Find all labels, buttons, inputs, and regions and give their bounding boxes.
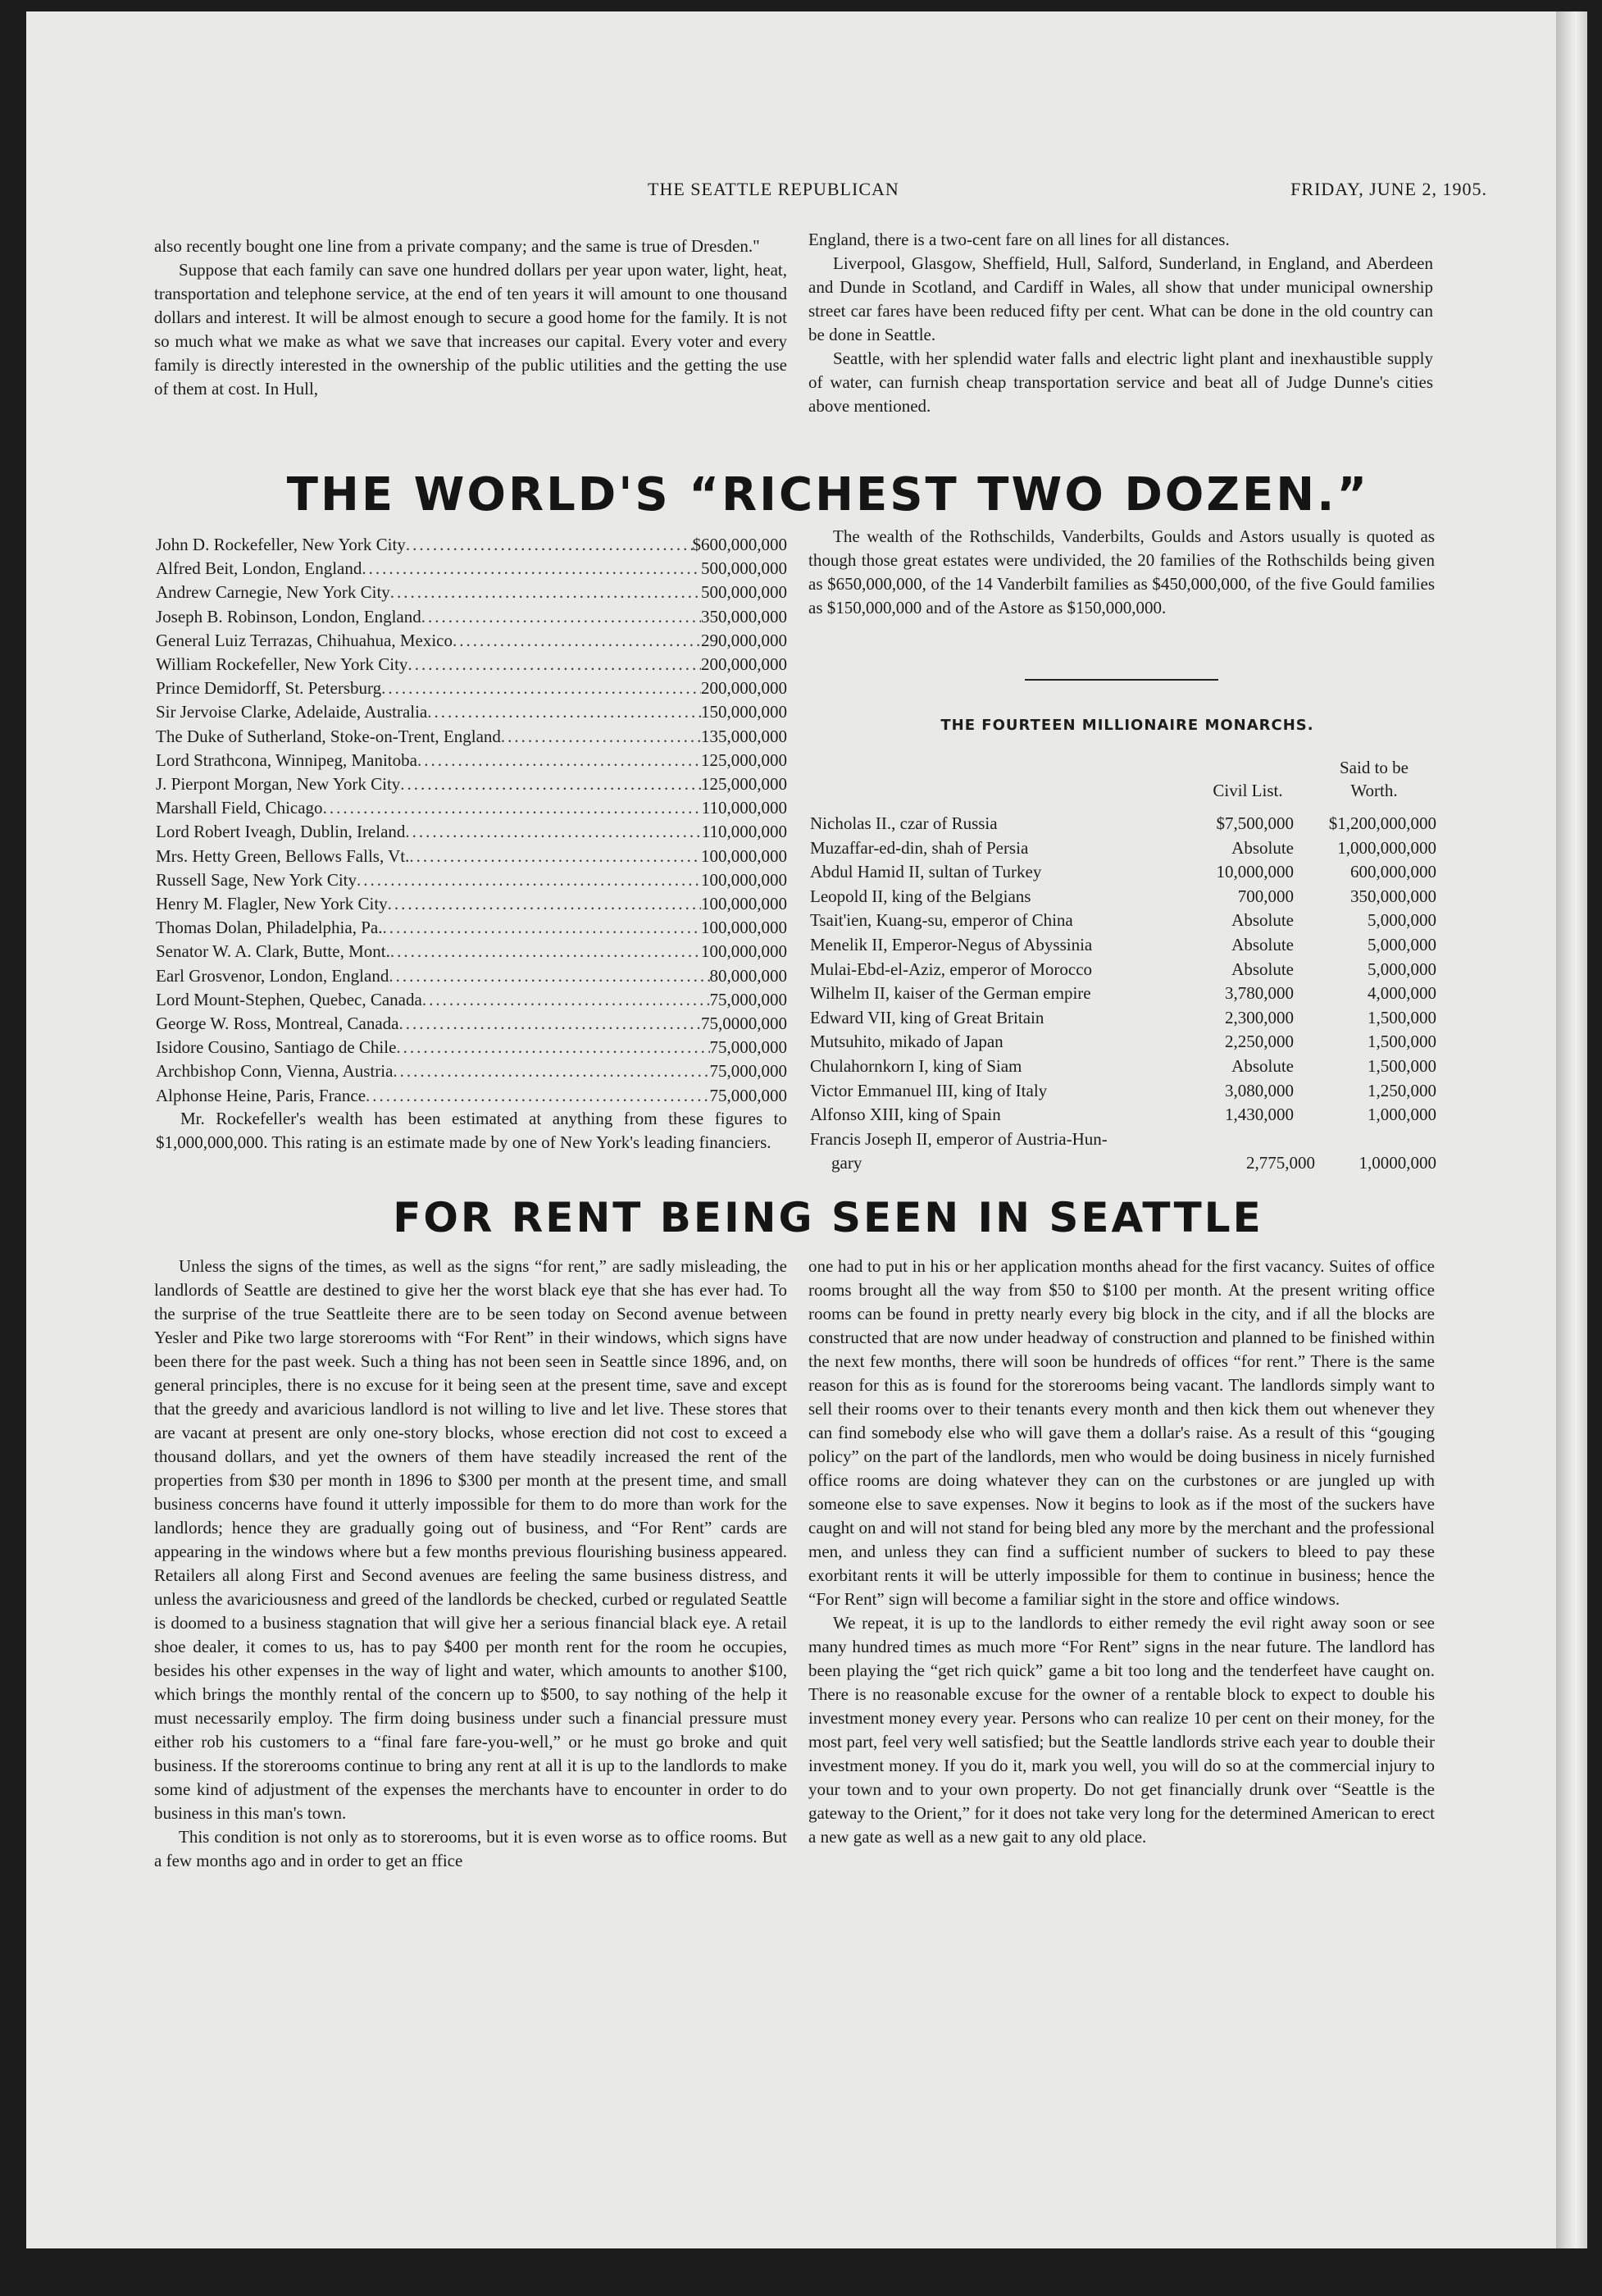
richest-list-row <box>156 868 787 892</box>
fortune-amount: 200,000,000 <box>701 654 787 675</box>
richest-list-row <box>156 820 787 844</box>
leader-dots <box>400 772 701 796</box>
civil-list-value: 700,000 <box>1237 886 1294 906</box>
leader-dots <box>453 629 701 653</box>
monarch-name: Mulai-Ebd-el-Aziz, emperor of Morocco <box>810 959 1093 979</box>
fortune-amount: 110,000,000 <box>701 822 787 842</box>
monarch-row <box>810 982 1436 1006</box>
paragraph: Liverpool, Glasgow, Sheffield, Hull, Salford, Sunderland, in England, and Aberdeen and Dunde in Scotland, and Cardiff in Wales, all show that under municipal ownership street car fares have been reduced fifty per cent. What can be done in the old country can be done in Seattle. <box>808 253 1433 344</box>
civil-list-value: 2,775,000 <box>1246 1153 1315 1173</box>
fortune-amount: 100,000,000 <box>701 894 787 914</box>
rent-right-column <box>808 1255 1435 1849</box>
fortune-amount: 100,000,000 <box>701 869 787 890</box>
richest-list-row <box>156 1012 787 1036</box>
civil-list-value: 2,250,000 <box>1225 1032 1294 1052</box>
person-name: Senator W. A. Clark, Butte, Mont. <box>156 941 390 962</box>
person-name: Marshall Field, Chicago <box>156 798 323 818</box>
next-page-edge <box>1556 11 1587 2248</box>
paragraph: This condition is not only as to storerooms, but it is even worse as to office rooms. But a few months ago and in order to get an ffice <box>154 1827 787 1870</box>
worth-value: 4,000,000 <box>1368 983 1436 1004</box>
fortune-amount: 100,000,000 <box>701 845 787 866</box>
leader-dots <box>388 892 701 916</box>
paragraph: Seattle, with her splendid water falls and electric light plant and inexhaustible supply of water, can furnish cheap transportation service and beat all of Judge Dunne's cities above mentioned. <box>808 348 1433 416</box>
monarch-name: Edward VII, king of Great Britain <box>810 1007 1044 1027</box>
monarch-row <box>810 1079 1436 1104</box>
person-name: Andrew Carnegie, New York City <box>156 582 390 603</box>
fortune-amount: 200,000,000 <box>701 678 787 699</box>
monarch-row <box>810 909 1436 933</box>
richest-list-row <box>156 940 787 963</box>
richest-list-row <box>156 605 787 629</box>
richest-list-row <box>156 892 787 916</box>
monarch-row <box>810 1103 1436 1128</box>
monarch-name-continued: gary <box>831 1153 862 1173</box>
fortune-amount: 500,000,000 <box>701 582 787 603</box>
monarch-name: Tsait'ien, Kuang-su, emperor of China <box>810 910 1073 931</box>
monarch-row <box>810 1128 1436 1152</box>
paragraph: Suppose that each family can save one hundred dollars per year upon water, light, heat, transportation and telephone service, at the end of ten years it will amount to one thousand dollars and interest. It will be almost enough to secure a good home for the family. It is not so much what we make as what we save that increases our capital. Every voter and every family is directly interested in the ownership of the public utilities and the getting the use of them at cost. In Hull, <box>154 260 787 399</box>
page-header <box>648 179 1487 208</box>
civil-list-value: 2,300,000 <box>1225 1007 1294 1027</box>
paragraph: England, there is a two-cent fare on all lines for all distances. <box>808 230 1230 249</box>
monarch-name: Nicholas II., czar of Russia <box>810 813 998 833</box>
rothschild-text <box>808 525 1435 620</box>
richest-list-row <box>156 676 787 700</box>
headline-richest: THE WORLD'S “RICHEST TWO DOZEN.” <box>286 468 1370 522</box>
issue-date: FRIDAY, JUNE 2, 1905. <box>1290 179 1487 199</box>
fortune-amount: 75,0000,000 <box>701 1014 787 1034</box>
person-name: Lord Mount-Stephen, Quebec, Canada <box>156 989 422 1009</box>
leader-dots <box>390 581 701 604</box>
person-name: Earl Grosvenor, London, England <box>156 965 389 986</box>
monarch-row <box>810 812 1436 836</box>
person-name: Archbishop Conn, Vienna, Austria <box>156 1061 394 1082</box>
monarchs-title: THE FOURTEEN MILLIONAIRE MONARCHS. <box>940 717 1314 734</box>
top-article-right <box>808 228 1433 418</box>
leader-dots <box>409 845 701 868</box>
worth-value: 1,000,000 <box>1368 1105 1436 1125</box>
monarch-row <box>810 1006 1436 1031</box>
civil-list-value: Absolute <box>1231 959 1294 979</box>
newspaper-name: THE SEATTLE REPUBLICAN <box>648 179 899 199</box>
monarch-row <box>810 1055 1436 1079</box>
leader-dots <box>382 916 701 940</box>
monarch-name: Leopold II, king of the Belgians <box>810 886 1031 906</box>
richest-list-row <box>156 1084 787 1108</box>
richest-list-row <box>156 653 787 676</box>
fortune-amount: 290,000,000 <box>701 630 787 650</box>
leader-dots <box>417 749 701 772</box>
person-name: The Duke of Sutherland, Stoke-on-Trent, England <box>156 726 501 746</box>
person-name: General Luiz Terrazas, Chihuahua, Mexico <box>156 630 453 650</box>
worth-value: 1,500,000 <box>1368 1007 1436 1027</box>
top-article-left <box>154 235 787 401</box>
civil-list-value: 3,780,000 <box>1225 983 1294 1004</box>
monarch-name: Chulahornkorn I, king of Siam <box>810 1055 1022 1076</box>
rockefeller-note <box>156 1107 787 1155</box>
civil-list-value: Absolute <box>1231 837 1294 858</box>
monarch-name: Alfonso XIII, king of Spain <box>810 1105 1001 1125</box>
fortune-amount: 75,000,000 <box>709 1061 787 1082</box>
fortune-amount: $600,000,000 <box>692 535 787 554</box>
richest-list-row <box>156 772 787 796</box>
richest-list-row <box>156 916 787 940</box>
person-name: Sir Jervoise Clarke, Adelaide, Australia <box>156 702 428 722</box>
person-name: Russell Sage, New York City <box>156 869 357 890</box>
worth-value: 1,0000,000 <box>1359 1153 1436 1173</box>
monarch-row <box>810 860 1436 885</box>
fortune-amount: 150,000,000 <box>701 702 787 722</box>
monarch-name: Abdul Hamid II, sultan of Turkey <box>810 862 1042 882</box>
person-name: Alfred Beit, London, England <box>156 558 362 579</box>
worth-value: $1,200,000,000 <box>1328 813 1436 833</box>
monarch-name: Muzaffar-ed-din, shah of Persia <box>810 837 1029 858</box>
monarch-name: Victor Emmanuel III, king of Italy <box>810 1080 1048 1100</box>
monarch-row <box>810 885 1436 909</box>
paragraph: also recently bought one line from a private company; and the same is true of Dresden." <box>154 236 760 256</box>
worth-value: 1,250,000 <box>1368 1080 1436 1100</box>
fortune-amount: 75,000,000 <box>709 989 787 1009</box>
leader-dots <box>396 1036 709 1059</box>
worth-value: 350,000,000 <box>1350 886 1436 906</box>
leader-dots <box>501 725 701 749</box>
leader-dots <box>393 1059 709 1083</box>
leader-dots <box>427 700 701 724</box>
fortune-amount: 135,000,000 <box>701 726 787 746</box>
paragraph: one had to put in his or her application months ahead for the first vacancy. Suites of office rooms brought all the way from $50 to $100 per month. At the present writing office rooms can be found in pretty nearly every big block in the city, and if all the blocks are constructed that are now under headway of construction and planned to be finished within the next few months, there will soon be hundreds of offices “for rent.” There is the same reason for this as is found for the storerooms being vacant. The landlords simply want to sell their rooms over to their tenants every month and then kick them out whenever they can find somebody else who will gave them a dollar's raise. As a result of this “gouging policy” on the part of the landlords, men who would be doing business in nicely furnished office rooms are doing whatever they can on the curbstones or are jungled up with someone else to save expenses. Now it begins to look as if the most of the suckers have caught on and will not stand for being bled any more by the merchant and the professional men, and unless they can find a sufficient number of suckers to bleed to pay these exorbitant rents it will be utterly impossible for them to continue in business; hence the “For Rent” sign will become a familiar sight in the store and office windows. <box>808 1256 1435 1609</box>
fortune-amount: 100,000,000 <box>701 918 787 938</box>
fortune-amount: 75,000,000 <box>709 1085 787 1105</box>
worth-value: 1,500,000 <box>1368 1055 1436 1076</box>
person-name: William Rockefeller, New York City <box>156 654 408 675</box>
richest-list-row <box>156 964 787 988</box>
fortune-amount: 350,000,000 <box>701 606 787 626</box>
leader-dots <box>405 820 701 844</box>
richest-list-row <box>156 581 787 604</box>
person-name: J. Pierpont Morgan, New York City <box>156 774 401 795</box>
richest-list-row <box>156 845 787 868</box>
monarch-row <box>810 958 1436 982</box>
monarch-row <box>810 1030 1436 1055</box>
leader-dots <box>406 533 693 557</box>
worth-value: 600,000,000 <box>1350 862 1436 882</box>
leader-dots <box>398 1012 701 1036</box>
fortune-amount: 125,000,000 <box>701 774 787 795</box>
monarch-row-continued <box>810 1151 1436 1176</box>
worth-value: 5,000,000 <box>1368 934 1436 954</box>
richest-list-row <box>156 1036 787 1059</box>
person-name: Isidore Cousino, Santiago de Chile <box>156 1037 397 1058</box>
leader-dots <box>390 940 701 963</box>
richest-list-row <box>156 533 787 557</box>
leader-dots <box>357 868 701 892</box>
paragraph: The wealth of the Rothschilds, Vanderbilts, Goulds and Astors usually is quoted as though those great estates were undivided, the 20 families of the Rothschilds being given as $650,000,000, of the 14 Vanderbilt families as $450,000,000, of the five Gould families as $150,000,000 and of the Astore as $150,000,000. <box>808 526 1435 617</box>
civil-list-value: 10,000,000 <box>1216 862 1294 882</box>
leader-dots <box>381 676 701 700</box>
richest-list-row <box>156 988 787 1012</box>
worth-value: 5,000,000 <box>1368 959 1436 979</box>
richest-list-row <box>156 1059 787 1083</box>
paragraph: Mr. Rockefeller's wealth has been estimated at anything from these figures to $1,000,000,000. This rating is an estimate made by one of New York's leading financiers. <box>156 1109 787 1152</box>
richest-list-row <box>156 629 787 653</box>
monarch-name: Mutsuhito, mikado of Japan <box>810 1032 1004 1052</box>
monarch-name: Francis Joseph II, emperor of Austria-Hun- <box>810 1128 1108 1149</box>
leader-dots <box>407 653 701 676</box>
richest-list-row <box>156 700 787 724</box>
leader-dots <box>421 605 701 629</box>
section-rule <box>1025 679 1218 681</box>
fortune-amount: 75,000,000 <box>709 1037 787 1058</box>
richest-list-row <box>156 557 787 581</box>
monarch-name: Wilhelm II, kaiser of the German empire <box>810 983 1091 1004</box>
monarch-name: Menelik II, Emperor-Negus of Abyssinia <box>810 934 1093 954</box>
leader-dots <box>362 557 701 581</box>
worth-value: 5,000,000 <box>1368 910 1436 931</box>
richest-list-row <box>156 749 787 772</box>
fortune-amount: 80,000,000 <box>709 965 787 986</box>
paragraph: We repeat, it is up to the landlords to either remedy the evil right away soon or see many hundred times as much more “For Rent” signs in the near future. The landlord has been playing the “get rich quick” game a bit too long and the tenderfeet have caught on. There is no reasonable excuse for the owner of a rentable block to expect to double his investment money every year. Persons who can realize 10 per cent on their money, for the most part, feel very well satisfied; but the Seattle landlords strive each year to double their investment money. If you do it, mark you well, you will do so at the commercial injury to your town and to your own property. Do not get financially drunk over “Seattle is the gateway to the Orient,” for it does not take very long for the determined American to erect a new gate as well as a new gait to any old place. <box>808 1613 1435 1847</box>
monarch-row <box>810 836 1436 861</box>
headline-for-rent: FOR RENT BEING SEEN IN SEATTLE <box>393 1194 1263 1241</box>
civil-list-value: 3,080,000 <box>1225 1080 1294 1100</box>
richest-list <box>156 533 787 1108</box>
col-civil-list: Civil List. <box>1213 781 1283 800</box>
col-worth-1: Said to be <box>1340 758 1409 777</box>
person-name: Mrs. Hetty Green, Bellows Falls, Vt. <box>156 845 410 866</box>
person-name: Lord Robert Iveagh, Dublin, Ireland <box>156 822 406 842</box>
monarch-row <box>810 933 1436 958</box>
person-name: Henry M. Flagler, New York City <box>156 894 388 914</box>
worth-value: 1,000,000,000 <box>1337 837 1436 858</box>
monarchs-table <box>810 812 1436 1176</box>
civil-list-value: Absolute <box>1231 910 1294 931</box>
civil-list-value: 1,430,000 <box>1225 1105 1294 1125</box>
paragraph: Unless the signs of the times, as well as the signs “for rent,” are sadly misleading, the landlords of Seattle are destined to give her the worst black eye that she has ever had. To the surprise of the true Seattleite there are to be seen today on Second avenue between Yesler and Pike two large storerooms with “For Rent” in their windows, which signs have been there for the past week. Such a thing has not been seen in Seattle since 1896, and, on general principles, there is no excuse for it being seen at the present time, save and except that the greedy and avaricious landlord is not willing to live and let live. These stores that are vacant at present are only one-story blocks, whose erection did not cost to exceed a thousand dollars, and yet the owners of them have steadily increased the rent of the properties from $30 per month in 1896 to $300 per month at the present time, and small business concerns have found it utterly impossible for them to do more than work for the landlords; hence they are gradually going out of business, and “For Rent” cards are appearing in the windows where but a few months previous flourishing business appeared. Retailers all along First and Second avenues are feeling the same business distress, and unless the avariciousness and greed of the landlords be checked, curbed or regulated Seattle is doomed to a business stagnation that will give her a serious financial black eye. A retail shoe dealer, it comes to us, has to pay $400 per month rent for the room he occupies, besides his other expenses in the way of light and water, which amounts to another $100, which brings the monthly rental of the concern up to $500, to say nothing of the help it must necessarily employ. The firm doing business under such a financial pressure must either rob his customers to a “final fare fare-you-well,” or he must go broke and quit business. If the storerooms continue to bring any rent at all it is up to the landlords to make some kind of adjustment of the expenses the merchants have to encounter in order to do business in this man's town. <box>154 1256 787 1823</box>
person-name: Prince Demidorff, St. Petersburg <box>156 678 382 699</box>
person-name: Joseph B. Robinson, London, England <box>156 606 421 626</box>
person-name: Alphonse Heine, Paris, France <box>156 1085 366 1105</box>
fortune-amount: 100,000,000 <box>701 941 787 962</box>
leader-dots <box>323 796 702 820</box>
richest-list-row <box>156 725 787 749</box>
worth-value: 1,500,000 <box>1368 1032 1436 1052</box>
person-name: George W. Ross, Montreal, Canada <box>156 1014 399 1034</box>
fortune-amount: 500,000,000 <box>701 558 787 579</box>
col-worth-2: Worth. <box>1350 781 1398 800</box>
person-name: John D. Rockefeller, New York City <box>156 535 406 554</box>
fortune-amount: 125,000,000 <box>701 749 787 770</box>
civil-list-value: $7,500,000 <box>1216 813 1294 833</box>
leader-dots <box>422 988 710 1012</box>
rent-left-column <box>154 1255 787 1873</box>
person-name: Thomas Dolan, Philadelphia, Pa. <box>156 918 383 938</box>
fortune-amount: 110,000,000 <box>701 798 787 818</box>
civil-list-value: Absolute <box>1231 1055 1294 1076</box>
person-name: Lord Strathcona, Winnipeg, Manitoba <box>156 749 417 770</box>
civil-list-value: Absolute <box>1231 934 1294 954</box>
leader-dots <box>389 964 709 988</box>
richest-list-row <box>156 796 787 820</box>
leader-dots <box>366 1084 709 1108</box>
